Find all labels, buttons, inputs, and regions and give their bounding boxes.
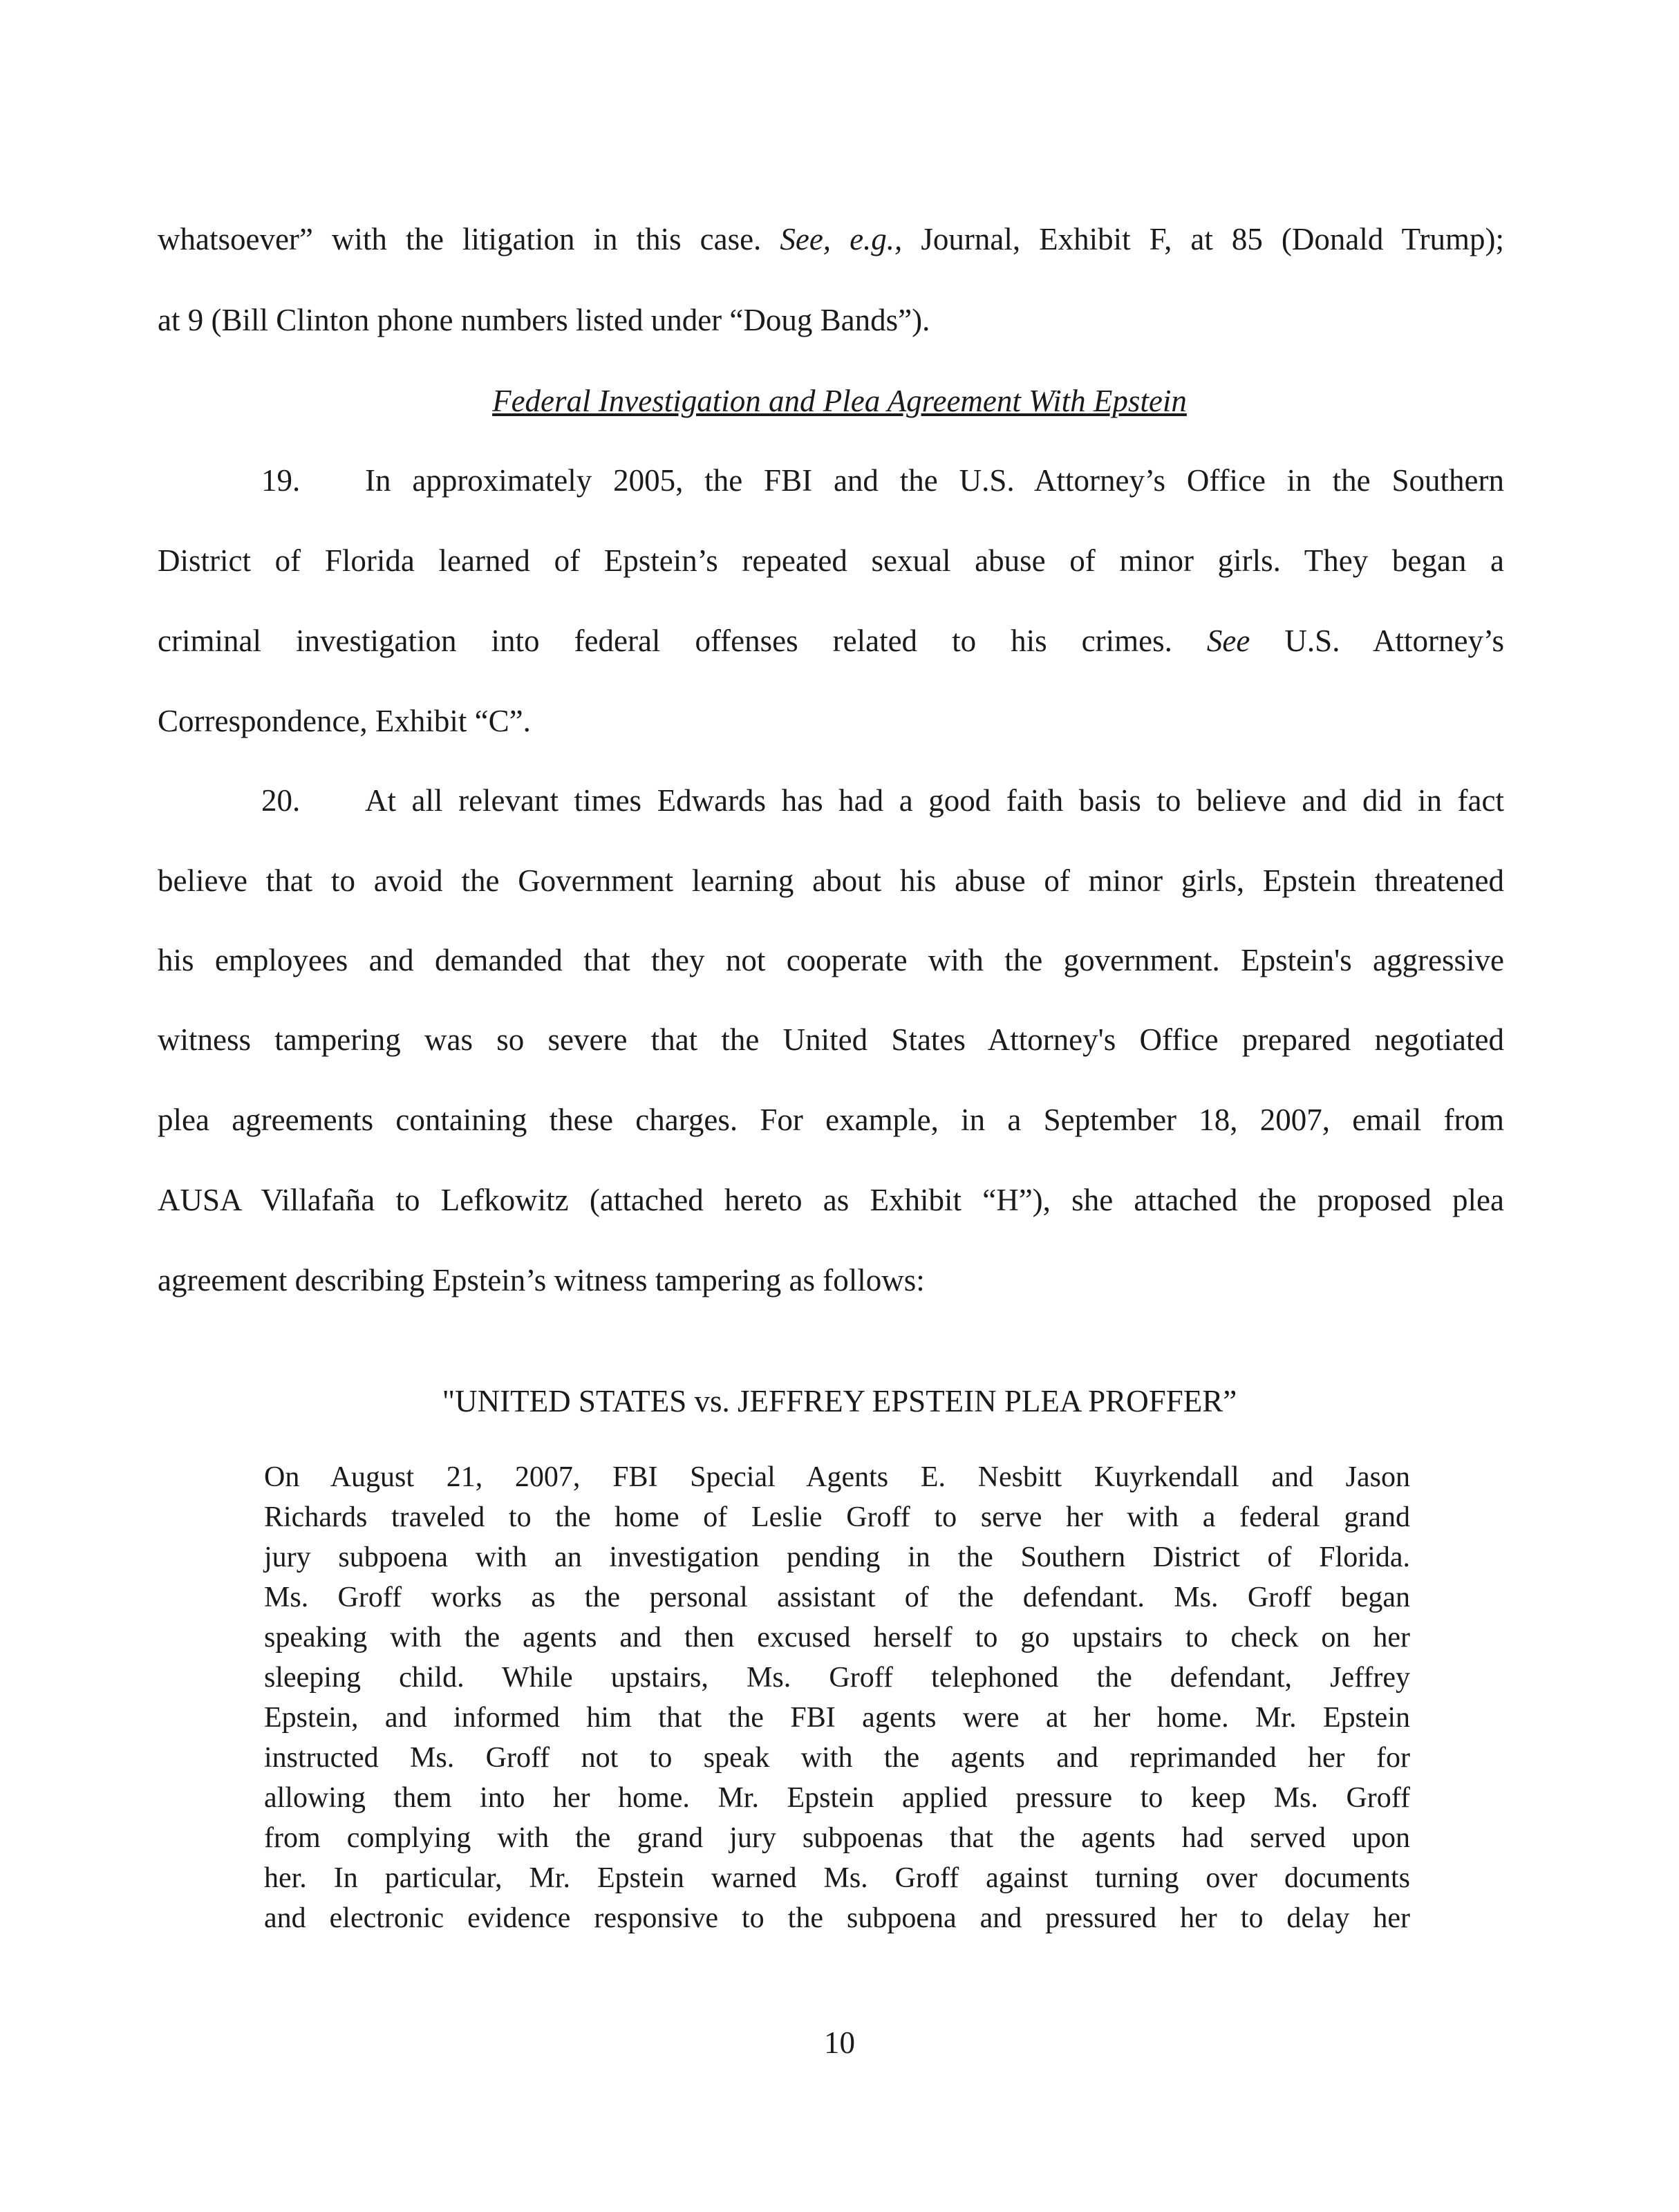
paragraph-20-line-7: agreement describing Epstein’s witness tampering as follows: [158,1263,925,1297]
quote-line: from complying with the grand jury subpoenas that the agents had served upon [264,1822,1410,1854]
body-line-2: at 9 (Bill Clinton phone numbers listed under “Doug Bands”). [158,303,930,337]
paragraph-20-line-4: witness tampering was so severe that the United States Attorney's Office prepared negotiated [158,1022,1504,1057]
paragraph-19-line-4: Correspondence, Exhibit “C”. [158,704,531,738]
paragraph-19-line-3: criminal investigation into federal offenses related to his crimes. See U.S. Attorney’s [158,624,1504,658]
page-number: 10 [824,2025,855,2060]
quote-line: and electronic evidence responsive to the subpoena and pressured her to delay her [264,1902,1410,1934]
paragraph-20-line-3: his employees and demanded that they not cooperate with the government. Epstein's aggressive [158,943,1504,977]
section-heading: Federal Investigation and Plea Agreement With Epstein [492,384,1187,418]
quote-line: instructed Ms. Groff not to speak with the agents and reprimanded her for [264,1742,1410,1774]
quote-line: her. In particular, Mr. Epstein warned Ms. Groff against turning over documents [264,1862,1410,1894]
paragraph-19-line-1: 19. In approximately 2005, the FBI and the U.S. Attorney’s Office in the Southern [158,460,1504,501]
paragraph-20-line-5: plea agreements containing these charges. For example, in a September 18, 2007, email from [158,1103,1504,1137]
quote-line: Ms. Groff works as the personal assistant of the defendant. Ms. Groff began [264,1582,1410,1613]
quote-line: jury subpoena with an investigation pending in the Southern District of Florida. [264,1541,1410,1573]
paragraph-20-line-2: believe that to avoid the Government learning about his abuse of minor girls, Epstein threatened [158,863,1504,898]
paragraph-number: 19. [261,463,301,498]
paragraph-20-line-6: AUSA Villafaña to Lefkowitz (attached hereto as Exhibit “H”), she attached the proposed plea [158,1183,1504,1217]
paragraph-19-line-2: District of Florida learned of Epstein’s repeated sexual abuse of minor girls. They began a [158,543,1504,578]
quote-line: On August 21, 2007, FBI Special Agents E. Nesbitt Kuyrkendall and Jason [264,1461,1410,1493]
quote-title: "UNITED STATES vs. JEFFREY EPSTEIN PLEA PROFFER” [442,1384,1237,1418]
quote-line: Richards traveled to the home of Leslie Groff to serve her with a federal grand [264,1501,1410,1533]
paragraph-number: 20. [261,783,301,818]
quote-line: sleeping child. While upstairs, Ms. Groff telephoned the defendant, Jeffrey [264,1662,1410,1694]
quote-line: allowing them into her home. Mr. Epstein applied pressure to keep Ms. Groff [264,1782,1410,1814]
paragraph-20-line-1: 20. At all relevant times Edwards has had a good faith basis to believe and did in fact [158,780,1504,821]
quote-line: speaking with the agents and then excused herself to go upstairs to check on her [264,1622,1410,1653]
body-line-1: whatsoever” with the litigation in this case. See, e.g., Journal, Exhibit F, at 85 (Donald Trump); [158,222,1504,256]
quote-line: Epstein, and informed him that the FBI agents were at her home. Mr. Epstein [264,1702,1410,1734]
